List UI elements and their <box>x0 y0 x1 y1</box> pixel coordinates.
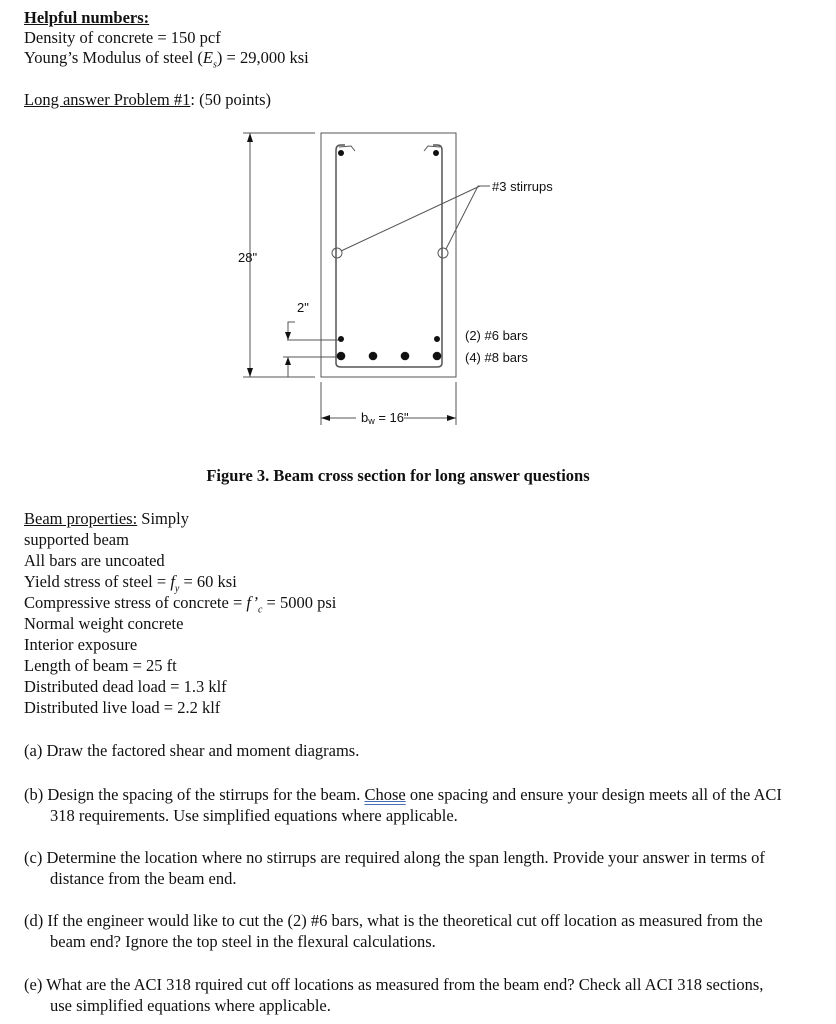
question-c-text: (c) Determine the location where no stirrups are required along the span length. Provide your answer in terms of distance from the beam end. <box>24 848 765 888</box>
question-b-text: (b) Design the spacing of the stirrups for the beam. <box>24 785 365 804</box>
property-line: Distributed live load = 2.2 klf <box>24 698 221 717</box>
property-line: supported beam <box>24 530 129 549</box>
stirrup-hooks <box>339 146 440 151</box>
helpful-numbers-heading: Helpful numbers: <box>24 8 150 27</box>
stirrup-marker-left <box>332 248 342 258</box>
top-bar-left <box>338 150 344 156</box>
question-d-text: (d) If the engineer would like to cut the (2) #6 bars, what is the theoretical cut off location as measured from the beam end? Ignore the top steel in the flexural calculations. <box>24 911 763 951</box>
modulus-subscript: s <box>213 59 217 71</box>
properties-title: Beam properties: <box>24 509 138 528</box>
property-line: All bars are uncoated <box>24 551 165 570</box>
width-label-b: b <box>361 410 369 425</box>
bars6-label: (2) #6 bars <box>465 328 528 343</box>
stirrup <box>336 145 442 367</box>
comp-symbol: f’ <box>246 593 258 612</box>
bar-6-right <box>434 336 440 342</box>
stirrup-leader-lines <box>341 186 490 251</box>
density-line: Density of concrete = 150 pcf <box>24 28 221 47</box>
question-b <box>24 785 784 826</box>
modulus-text: Young’s Modulus of steel ( <box>24 48 203 67</box>
dimension-arrows <box>247 133 456 421</box>
modulus-value: ) = 29,000 ksi <box>216 48 309 67</box>
comp-value: = 5000 psi <box>262 593 337 612</box>
yield-symbol: f <box>170 572 175 591</box>
top-bar-right <box>433 150 439 156</box>
cover-label: 2" <box>297 300 309 315</box>
question-d <box>24 911 784 952</box>
problem-title: Long answer Problem #1 <box>24 90 191 109</box>
question-a <box>24 741 784 762</box>
question-a-text: (a) Draw the factored shear and moment diagrams. <box>24 741 360 760</box>
yield-subscript: y <box>174 583 180 595</box>
question-c <box>24 848 784 889</box>
bar-8 <box>369 352 378 361</box>
question-e <box>24 975 784 1016</box>
bar-8 <box>337 352 346 361</box>
properties-heading-line <box>24 509 189 529</box>
modulus-symbol: E <box>202 48 214 67</box>
bar-8 <box>401 352 410 361</box>
problem-points: : (50 points) <box>190 90 272 109</box>
comp-subscript: c <box>257 604 263 616</box>
stirrups-label: #3 stirrups <box>492 179 553 194</box>
height-label: 28" <box>238 250 258 265</box>
bar-6-left <box>338 336 344 342</box>
yield-text: Yield stress of steel = <box>24 572 171 591</box>
comp-text: Compressive stress of concrete = <box>24 593 247 612</box>
yield-value: = 60 ksi <box>179 572 237 591</box>
bars8-label: (4) #8 bars <box>465 350 528 365</box>
width-label <box>361 410 409 426</box>
question-e-text: (e) What are the ACI 318 rquired cut off locations as measured from the beam end? Check all ACI 318 sections, use simplified equations where applicable. <box>24 975 764 1015</box>
question-b-text-rest: one spacing and ensure your design meets all of the ACI 318 requirements. Use simplified equations where applicable. <box>50 785 782 825</box>
property-line: Distributed dead load = 1.3 klf <box>24 677 227 696</box>
properties-first: Simply <box>137 509 189 528</box>
stirrup-marker-right <box>438 248 448 258</box>
property-line: Interior exposure <box>24 635 138 654</box>
property-line: Length of beam = 25 ft <box>24 656 177 675</box>
width-label-sub: w <box>368 416 375 426</box>
width-label-value: = 16" <box>374 410 409 425</box>
figure-caption: Figure 3. Beam cross section for long answer questions <box>206 466 590 485</box>
bar-8 <box>433 352 442 361</box>
property-line: Normal weight concrete <box>24 614 184 633</box>
cover-dimension <box>283 322 340 377</box>
question-b-flagged-word: Chose <box>364 785 406 804</box>
